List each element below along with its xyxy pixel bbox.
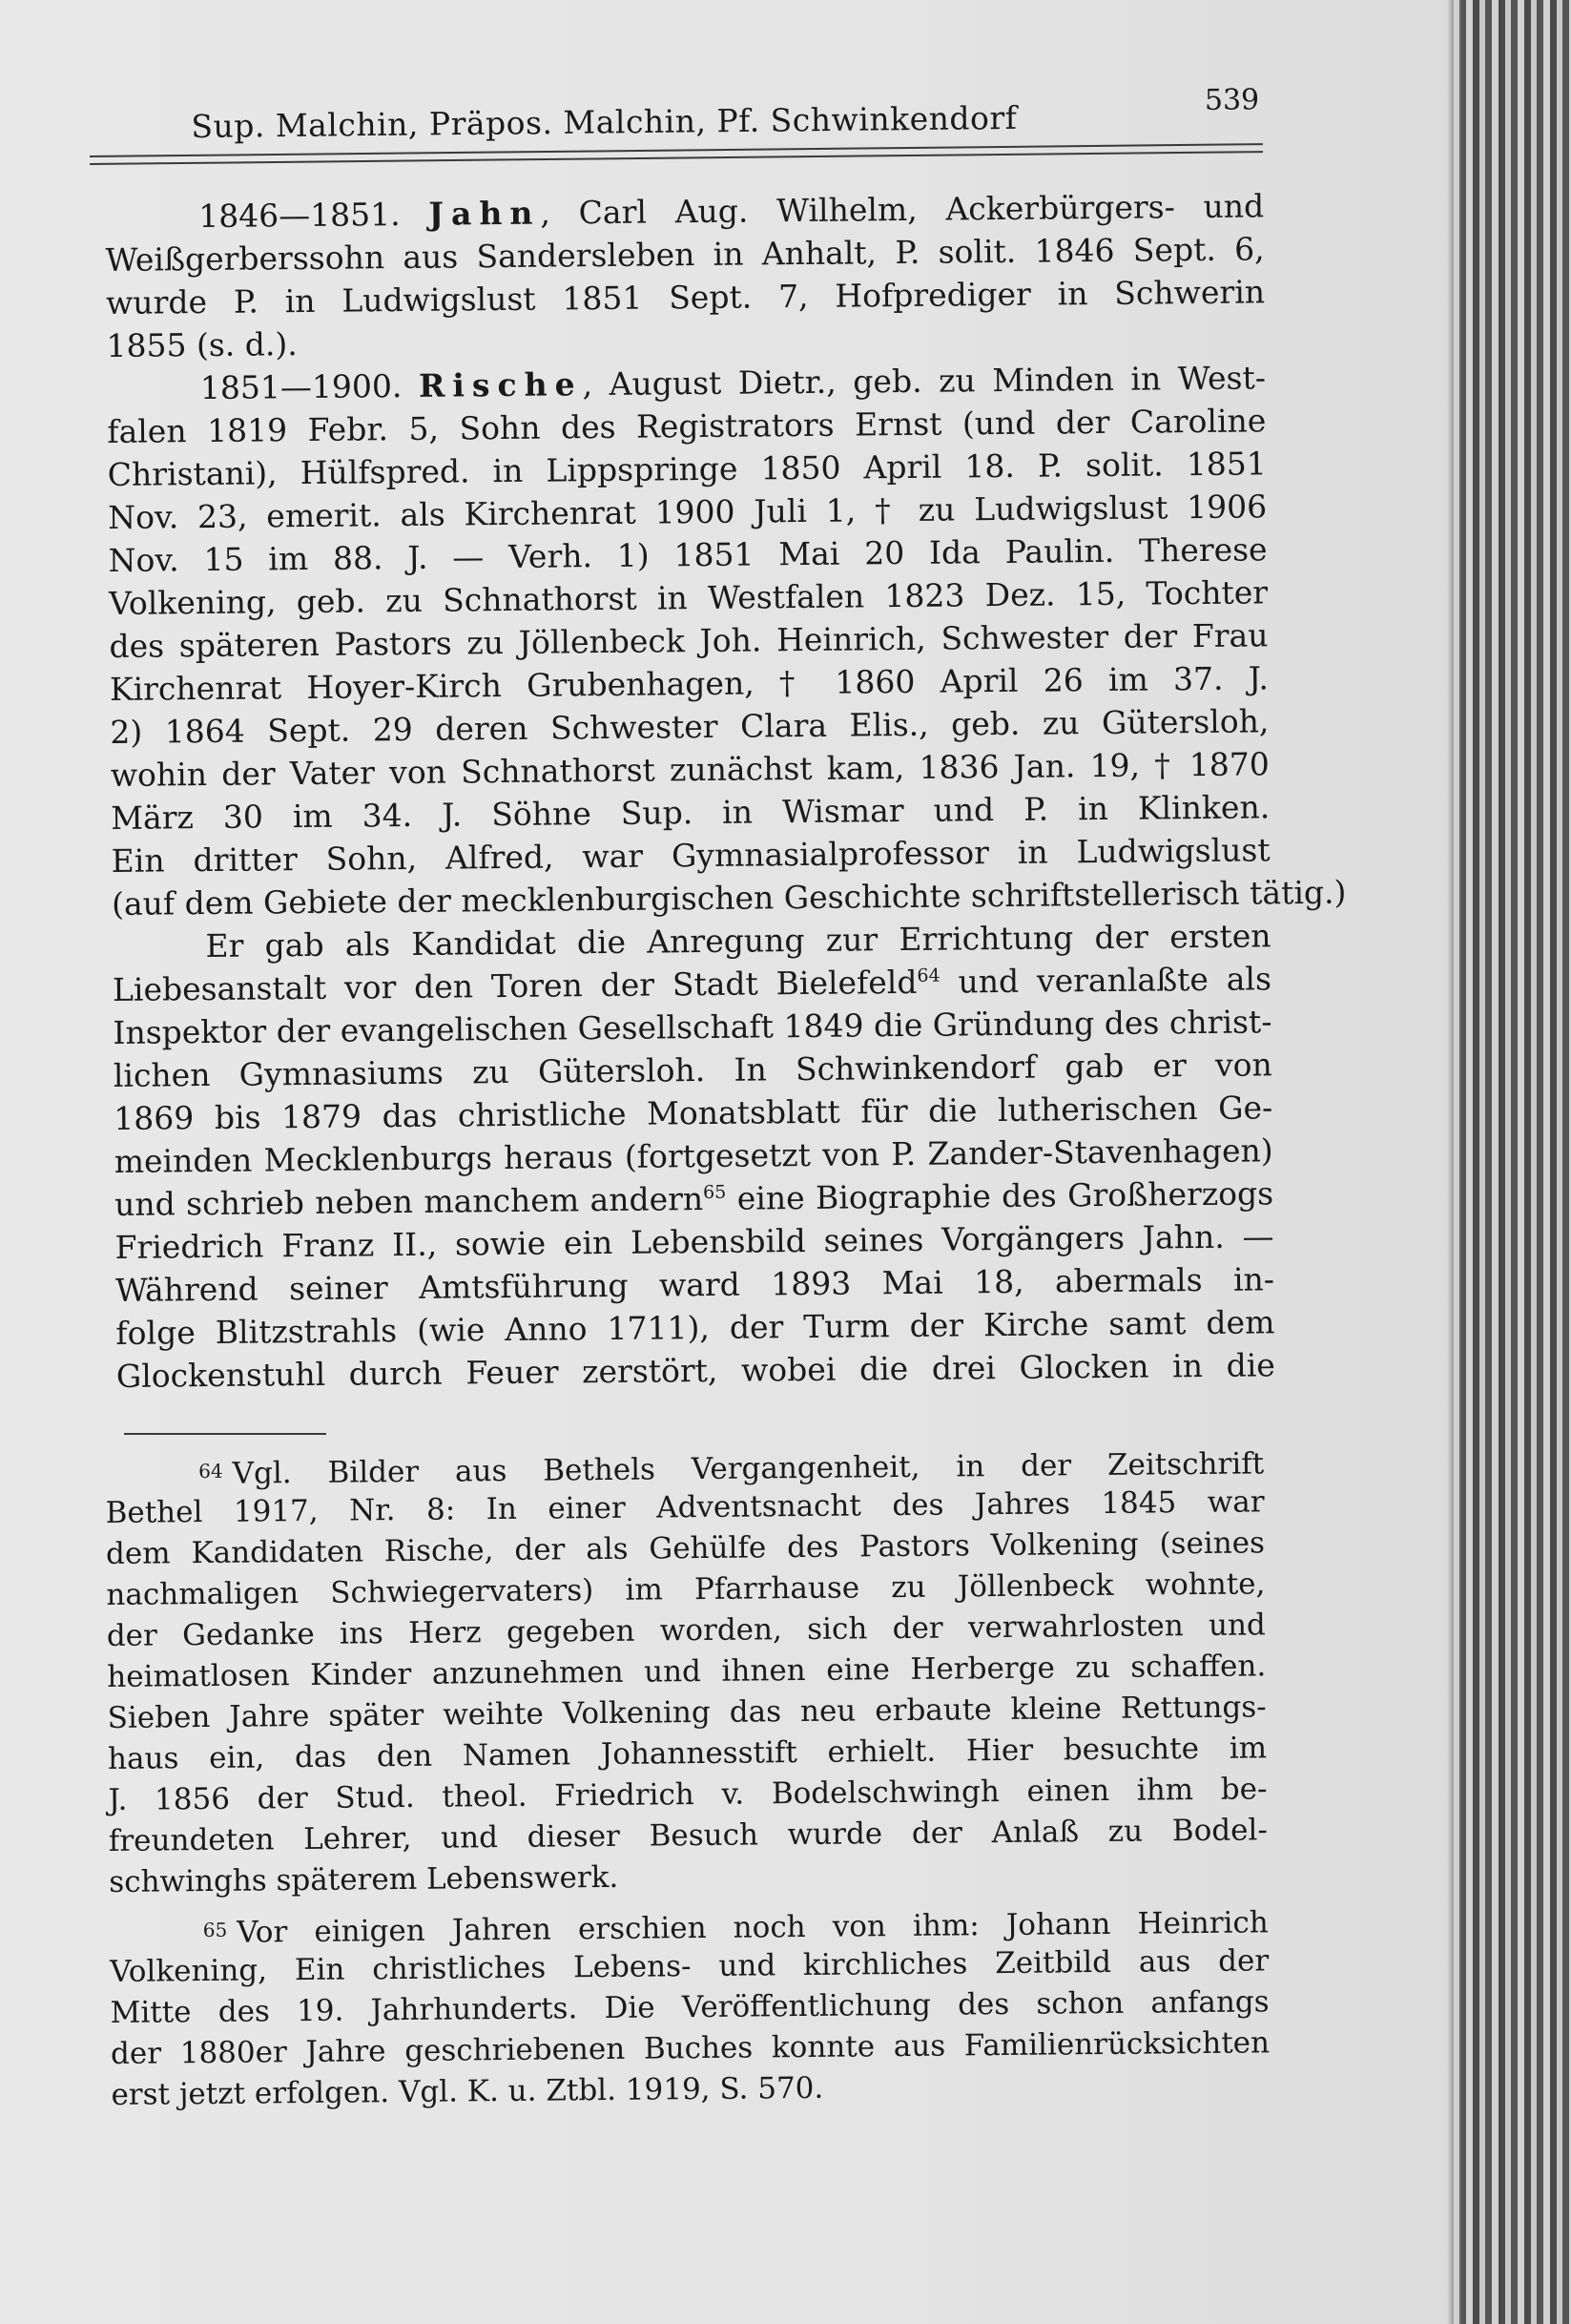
footnote-number: 64 (198, 1459, 223, 1484)
footnote-line: Bethel 1917, Nr. 8: In einer Adventsnacht des Jahres 1845 war (105, 1484, 1265, 1530)
entry-dates: 1846—1851. (198, 196, 401, 236)
text-line: 1869 bis 1879 das christliche Monatsblatt für die lutherischen Ge- (114, 1089, 1273, 1137)
edge-shadow (1447, 0, 1462, 2324)
footnote-ref-65[interactable]: 65 (703, 1181, 727, 1204)
footnote-line: der Gedanke ins Herz gegeben worden, sich der verwahrlosten und (106, 1608, 1266, 1653)
running-head-title: Sup. Malchin, Präpos. Malchin, Pf. Schwinkendorf (191, 98, 1018, 145)
footnote-line: heimatlosen Kinder anzunehmen und ihnen eine Herberge zu schaffen. (107, 1649, 1267, 1694)
text-line: Ein dritter Sohn, Alfred, war Gymnasialprofessor in Ludwigslust (111, 831, 1271, 880)
text-line: Friedrich Franz II., sowie ein Lebensbild seines Vorgängers Jahn. — (114, 1217, 1274, 1266)
text-line: Nov. 15 im 88. J. — Verh. 1) 1851 Mai 20 Ida Paulin. Therese (108, 530, 1268, 579)
text-line: Weißgerberssohn aus Sandersleben in Anhalt, P. solit. 1846 Sept. 6, (105, 230, 1265, 279)
text-line: lichen Gymnasiums zu Gütersloh. In Schwinkendorf gab er von (113, 1046, 1272, 1094)
footnote-line: J. 1856 der Stud. theol. Friedrich v. Bodelschwingh einen ihm be- (108, 1772, 1268, 1817)
book-page-edges (1447, 0, 1571, 2324)
entry-dates: 1851—1900. (199, 367, 403, 407)
footnote-64-line-1: 64 Vgl. Bilder aus Bethels Vergangenheit, in der Zeitschrift (198, 1446, 1265, 1491)
text-line: Glockenstuhl durch Feuer zerstört, wobei die drei Glocken in die (115, 1346, 1276, 1395)
text-line: Volkening, geb. zu Schnathorst in Westfalen 1823 Dez. 15, Tochter (108, 573, 1269, 622)
text-line: falen 1819 Febr. 5, Sohn des Registrators Ernst (und der Caroline (107, 402, 1267, 450)
text-line: Während seiner Amtsführung ward 1893 Mai 18, abermals in- (114, 1260, 1275, 1309)
running-head (191, 79, 1260, 148)
text-line: wurde P. in Ludwigslust 1851 Sept. 7, Hofprediger in Schwerin (105, 273, 1266, 322)
pastor-name: Jahn (428, 194, 541, 233)
text-line: Inspektor der evangelischen Gesellschaft 1849 die Gründung des christ- (113, 1003, 1272, 1051)
text-line: Kirchenrat Hoyer-Kirch Grubenhagen, † 1860 April 26 im 37. J. (109, 659, 1270, 708)
text-line-with-footnote-64: Liebesanstalt vor den Toren der Stadt Bielefeld$^{64}$ und veranlaßte als (112, 960, 1272, 1008)
text-line: Nov. 23, emerit. als Kirchenrat 1900 Juli 1, † zu Ludwigslust 1906 (108, 488, 1268, 536)
text-line: Christani), Hülfspred. in Lippspringe 1850 April 18. P. solit. 1851 (107, 445, 1267, 493)
text-line: 1855 (s. d.). (106, 325, 298, 364)
entry-rische-line-1: 1851—1900. Rische, August Dietr., geb. zu Minden in West- (199, 359, 1267, 407)
text-line: des späteren Pastors zu Jöllenbeck Joh. Heinrich, Schwester der Frau (109, 616, 1269, 665)
footnote-line: der 1880er Jahre geschriebenen Buches konnte aus Familienrücksichten (110, 2025, 1271, 2071)
footnote-line: Mitte des 19. Jahrhunderts. Die Veröffentlichung des schon anfangs (110, 1984, 1270, 2030)
text-line: Er gab als Kandidat die Anregung zur Errichtung der ersten (205, 917, 1271, 965)
footnote-line: nachmaligen Schwiegervaters) im Pfarrhause zu Jöllenbeck wohnte, (106, 1567, 1266, 1612)
page-number: 539 (1204, 83, 1260, 117)
footnote-line: erst jetzt erfolgen. Vgl. K. u. Ztbl. 1919, S. 570. (111, 2070, 824, 2112)
footnote-ref-64[interactable]: 64 (917, 965, 941, 986)
footnote-line: dem Kandidaten Rische, der als Gehülfe des Pastors Volkening (seines (105, 1525, 1266, 1571)
footnote-65-line-1: 65 Vor einigen Jahren erschien noch von ihm: Johann Heinrich (202, 1905, 1269, 1950)
footnote-separator-rule (124, 1433, 326, 1435)
text-line: meinden Mecklenburgs heraus (fortgesetzt von P. Zander-Stavenhagen) (114, 1131, 1273, 1180)
text-line-with-footnote-65: und schrieb neben manchem andern$^{65}$ eine Biographie des Großherzogs (114, 1174, 1274, 1223)
entry-jahn-line-1: 1846—1851. Jahn, Carl Aug. Wilhelm, Ackerbürgers- und (198, 187, 1265, 236)
pastor-name: Rische (418, 365, 583, 405)
text-line: 2) 1864 Sept. 29 deren Schwester Clara Elis., geb. zu Gütersloh, (110, 702, 1270, 751)
text-line: wohin der Vater von Schnathorst zunächst kam, 1836 Jan. 19, † 1870 (110, 745, 1270, 794)
main-text (105, 184, 1347, 1398)
footnote-line: Sieben Jahre später weihte Volkening das neu erbaute kleine Rettungs- (107, 1690, 1267, 1735)
text-line: März 30 im 34. J. Söhne Sup. in Wismar und P. in Klinken. (111, 788, 1271, 837)
footnotes (105, 1441, 1271, 2116)
footnote-number: 65 (202, 1918, 228, 1942)
text-line: folge Blitzstrahls (wie Anno 1711), der Turm der Kirche samt dem (115, 1303, 1275, 1352)
footnote-line: schwinghs späterem Lebenswerk. (109, 1859, 619, 1899)
footnote-line: freundeten Lehrer, und dieser Besuch wurde der Anlaß zu Bodel- (108, 1813, 1269, 1858)
footnote-line: haus ein, das den Namen Johannesstift erhielt. Hier besuchte im (107, 1731, 1268, 1776)
footnote-line: Volkening, Ein christliches Lebens- und kirchliches Zeitbild aus der (110, 1943, 1270, 1989)
text-line: (auf dem Gebiete der mecklenburgischen Geschichte schriftstellerisch tätig.) (111, 873, 1347, 923)
